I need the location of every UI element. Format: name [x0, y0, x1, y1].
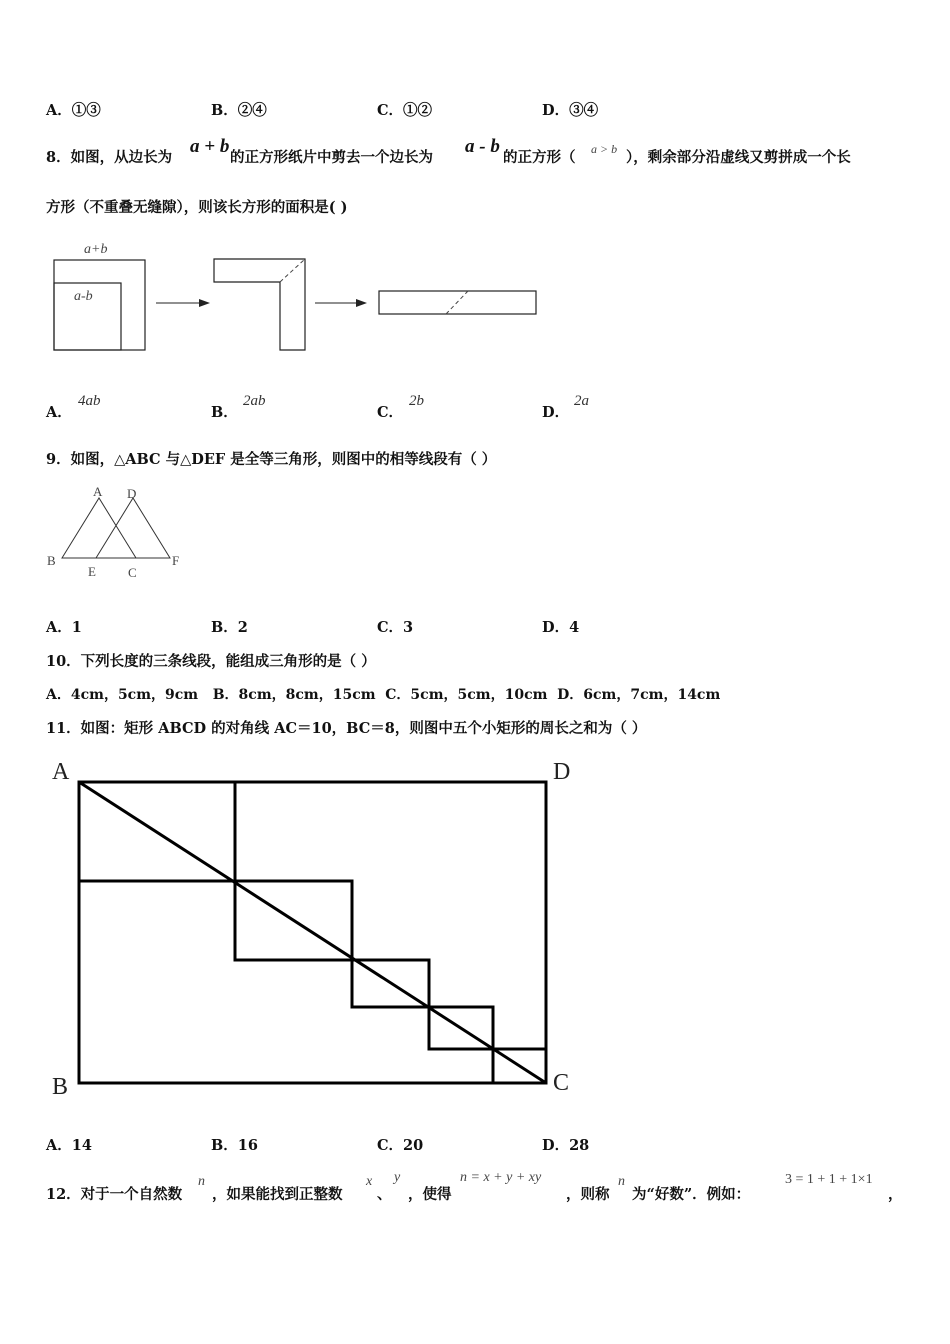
q11-figure: [0, 750, 600, 1110]
q9-label-e: E: [88, 564, 96, 579]
q12-example: 3 = 1 + 1 + 1×1: [785, 1172, 873, 1187]
q9-label-b: B: [47, 553, 56, 568]
q10-text: 10．下列长度的三条线段，能组成三角形的是（ ）: [46, 653, 376, 670]
q12-text-1: 12．对于一个自然数: [46, 1186, 183, 1203]
q7-option-c[interactable]: C．①②: [377, 102, 433, 119]
q12-equation: n = x + y + xy: [460, 1170, 542, 1185]
q8-label-a-minus-b: a-b: [74, 289, 93, 304]
q12-text-2: ，如果能找到正整数: [212, 1186, 343, 1203]
q8-text-line2: 方形（不重叠无缝隙），则该长方形的面积是( ): [46, 199, 348, 216]
q11-label-c: C: [553, 1070, 570, 1096]
q9-label-d: D: [127, 486, 137, 501]
q8-option-a-letter[interactable]: A．: [46, 404, 72, 421]
q8-expr-a-minus-b: a - b: [465, 136, 500, 157]
q11-label-d: D: [553, 759, 571, 785]
q8-option-d-letter[interactable]: D．: [542, 404, 570, 421]
q12-text-3: ，使得: [408, 1186, 452, 1203]
q8-option-b-value[interactable]: 2ab: [243, 393, 266, 409]
q8-figure: [50, 238, 550, 358]
q12-var-y: y: [394, 1170, 401, 1185]
q8-expr-a-plus-b: a + b: [190, 136, 230, 157]
q9-option-a[interactable]: A．1: [46, 619, 82, 636]
q8-text-3: 的正方形（: [503, 149, 576, 166]
q7-option-d[interactable]: D．③④: [542, 102, 599, 119]
q12-text-6: ，: [888, 1186, 903, 1203]
q12-var-n-2: n: [618, 1174, 625, 1189]
q12-separator: 、: [377, 1186, 392, 1203]
q9-option-b[interactable]: B．2: [211, 619, 248, 636]
q8-text-2: 的正方形纸片中剪去一个边长为: [230, 149, 433, 166]
q9-text: 9．如图，△ABC 与△DEF 是全等三角形，则图中的相等线段有（ ）: [46, 451, 497, 468]
q9-option-d[interactable]: D．4: [542, 619, 580, 636]
q11-diagonal-ac: [79, 782, 546, 1083]
q11-label-b: B: [52, 1074, 69, 1100]
q11-option-c[interactable]: C．20: [377, 1137, 424, 1154]
q8-rect-cut-line: [446, 291, 468, 314]
q8-l-shape: [214, 259, 305, 350]
q8-option-a-value[interactable]: 4ab: [78, 393, 101, 409]
q9-label-a: A: [93, 484, 103, 499]
q12-text-5: 为“好数”．例如：: [632, 1186, 751, 1203]
q8-option-d-value[interactable]: 2a: [574, 393, 589, 409]
q12-var-n: n: [198, 1174, 205, 1189]
q8-big-square: [54, 260, 145, 350]
q10-options[interactable]: A．4cm，5cm，9cm B．8cm，8cm，15cm C．5cm，5cm，10cm D．6cm，7cm，14cm: [46, 687, 721, 703]
q8-label-a-plus-b: a+b: [84, 242, 108, 257]
q11-option-a[interactable]: A．14: [46, 1137, 92, 1154]
q9-option-c[interactable]: C．3: [377, 619, 414, 636]
q11-option-d[interactable]: D．28: [542, 1137, 590, 1154]
q12-var-x: x: [366, 1174, 373, 1189]
q8-option-c-value[interactable]: 2b: [409, 393, 424, 409]
q11-label-a: A: [52, 759, 70, 785]
q8-condition: a > b: [591, 142, 618, 156]
q11-text: 11．如图：矩形 ABCD 的对角线 AC＝10，BC＝8，则图中五个小矩形的周长之和为（ ）: [46, 720, 647, 737]
q11-option-b[interactable]: B．16: [211, 1137, 258, 1154]
q8-l-cut-line: [280, 259, 305, 282]
q7-option-b[interactable]: B．②④: [211, 102, 267, 119]
q9-triangle-abc: [62, 498, 136, 558]
q8-option-c-letter[interactable]: C．: [377, 404, 404, 421]
q8-text-1: 8．如图，从边长为: [46, 149, 173, 166]
q9-label-f: F: [172, 553, 180, 568]
q12-text-4: ，则称: [566, 1186, 610, 1203]
q9-triangle-def: [96, 498, 170, 558]
q7-option-a[interactable]: A．①③: [46, 102, 101, 119]
q9-label-c: C: [128, 565, 137, 580]
q8-option-b-letter[interactable]: B．: [211, 404, 238, 421]
q8-text-4: ），剩余部分沿虚线又剪拼成一个长: [626, 149, 851, 166]
